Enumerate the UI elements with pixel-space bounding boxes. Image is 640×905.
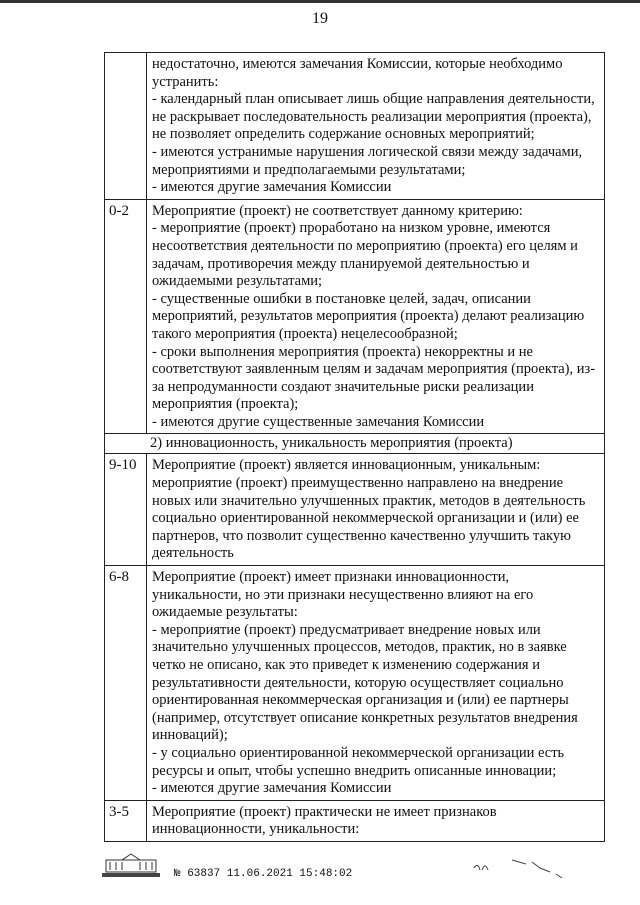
description-line: - имеются другие существенные замечания Комиссии [152,413,485,430]
description-line: Мероприятие (проект) практически не имеет признаков инновационности, уникальности: [152,803,497,838]
score-cell: 9-10 [105,454,147,565]
registry-logo-icon [100,852,162,878]
score-cell: 0-2 [105,200,147,434]
table-rows-bottom [104,454,605,841]
description-line: Мероприятие (проект) является инновационным, уникальным: мероприятие (проект) преимущественно направлено на внедрение новых или значительно улучшенных практик, методов в деятельность социально ориентированной некоммерческой организации и (или) ее партнеров, что позволит существенно качественно улучшить такую деятельность [152,457,586,562]
description-line: - мероприятие (проект) проработано на низком уровне, имеются несоответствия деятельности по мероприятию (проекта) его целям и задачам, противоречия между планируемой деятельностью и ожидаемыми результатами; [152,220,578,290]
description-line: - календарный план описывает лишь общие направления деятельности, не раскрывает последовательность реализации мероприятия (проекта), не позволяет определить содержание основных мероприятий; [152,91,595,143]
document-stamp: № 63837 11.06.2021 15:48:02 [174,868,353,880]
description-line: Мероприятие (проект) не соответствует данному критерию: [152,202,523,219]
description-cell [147,801,604,841]
description-cell [147,566,604,800]
footer [100,852,620,892]
table-row [104,200,605,435]
section-header: 2) инновационность, уникальность мероприятия (проекта) [104,434,605,454]
score-cell [105,53,147,199]
description-cell [147,53,604,199]
signature-icon [472,854,582,884]
table-row [104,454,605,566]
table-row [104,566,605,801]
score-cell: 6-8 [105,566,147,800]
description-line: - имеются другие замечания Комиссии [152,179,392,196]
score-cell: 3-5 [105,801,147,841]
description-line: недостаточно, имеются замечания Комиссии, которые необходимо устранить: [152,56,563,90]
table-row [104,52,605,200]
description-line: - имеются устранимые нарушения логической связи между задачами, мероприятиями и предполагаемыми результатами; [152,143,583,178]
page-number: 19 [312,10,328,27]
description-line: - мероприятие (проект) предусматривает внедрение новых или значительно улучшенных процессов, методов, практик, но в заявке четко не описано, как это приведет к изменению содержания и результативности деятельности, которую осуществляет социально ориентированная некоммерческая организация и (или) ее партнеры (например, отсутствует описание конкретных результатов внедрения инноваций); [152,621,578,744]
description-cell [147,200,604,434]
table-row [104,801,605,842]
scan-top-edge [0,0,640,3]
description-line: - сроки выполнения мероприятия (проекта) некорректны и не соответствуют заявленным целям и задачам мероприятия (проекта), из-за непродуманности создают значительные риски реализации мероприятия (проекта); [152,343,596,413]
description-line: - существенные ошибки в постановке целей, задач, описании мероприятий, результатов мероприятия (проекта) делают реализацию такого мероприятия (проекта) нецелесообразной; [152,290,585,342]
criteria-table [104,52,605,842]
description-cell [147,454,604,565]
description-line: Мероприятие (проект) имеет признаки инновационности, уникальности, но эти признаки несущественно влияют на его ожидаемые результаты: [152,569,534,621]
description-line: - имеются другие замечания Комиссии [152,780,392,797]
description-line: - у социально ориентированной некоммерческой организации есть ресурсы и опыт, чтобы успешно внедрить описанные инновации; [152,744,565,779]
table-rows-top [104,52,605,434]
